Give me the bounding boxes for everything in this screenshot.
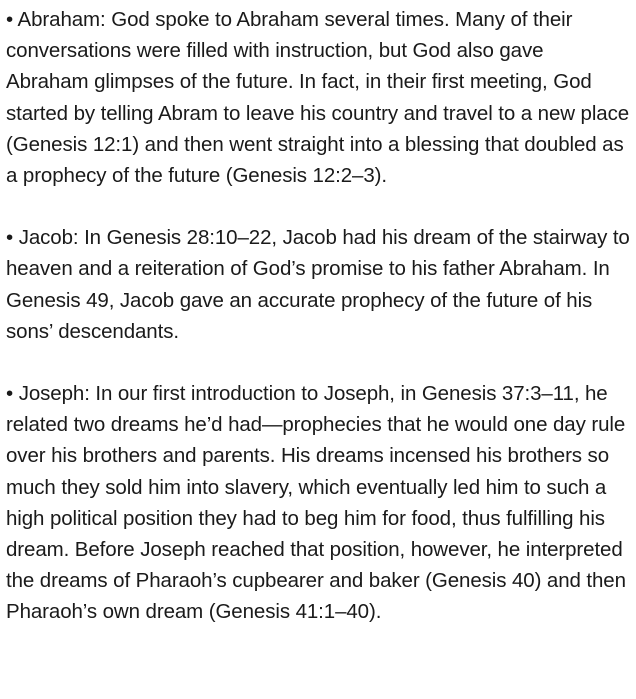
paragraph-text: Joseph: In our first introduction to Joseph, in Genesis 37:3–11, he related two dreams he’d had—prophecies that he would one day rule over his brothers and parents. His dreams incensed his brothers so much they sold him into slavery, which eventually led him to such a high political position they had to beg him for food, thus fulfilling his dream. Before Joseph reached that position, however, he interpreted the dreams of Pharaoh’s cupbearer and baker (Genesis 40) and then Pharaoh’s own dream (Genesis 41:1–40). [6,382,626,624]
bullet-marker: • [6,382,14,406]
paragraph-text: Jacob: In Genesis 28:10–22, Jacob had his dream of the stairway to heaven and a reiteration of God’s promise to his father Abraham. In Genesis 49, Jacob gave an accurate prophecy of the future of his sons’ descendants. [6,226,630,343]
bullet-marker: • [6,8,14,31]
document-body [6,4,630,628]
paragraph-text: Abraham: God spoke to Abraham several times. Many of their conversations were filled with instruction, but God also gave Abraham glimpses of the future. In fact, in their first meeting, God started by telling Abram to leave his country and travel to a new place (Genesis 12:1) and then went straight into a blessing that doubled as a prophecy of the future (Genesis 12:2–3). [6,8,630,188]
paragraph-abraham [6,4,630,191]
paragraph-jacob [6,222,630,347]
paragraph-joseph [6,378,630,628]
bullet-marker: • [6,226,14,250]
